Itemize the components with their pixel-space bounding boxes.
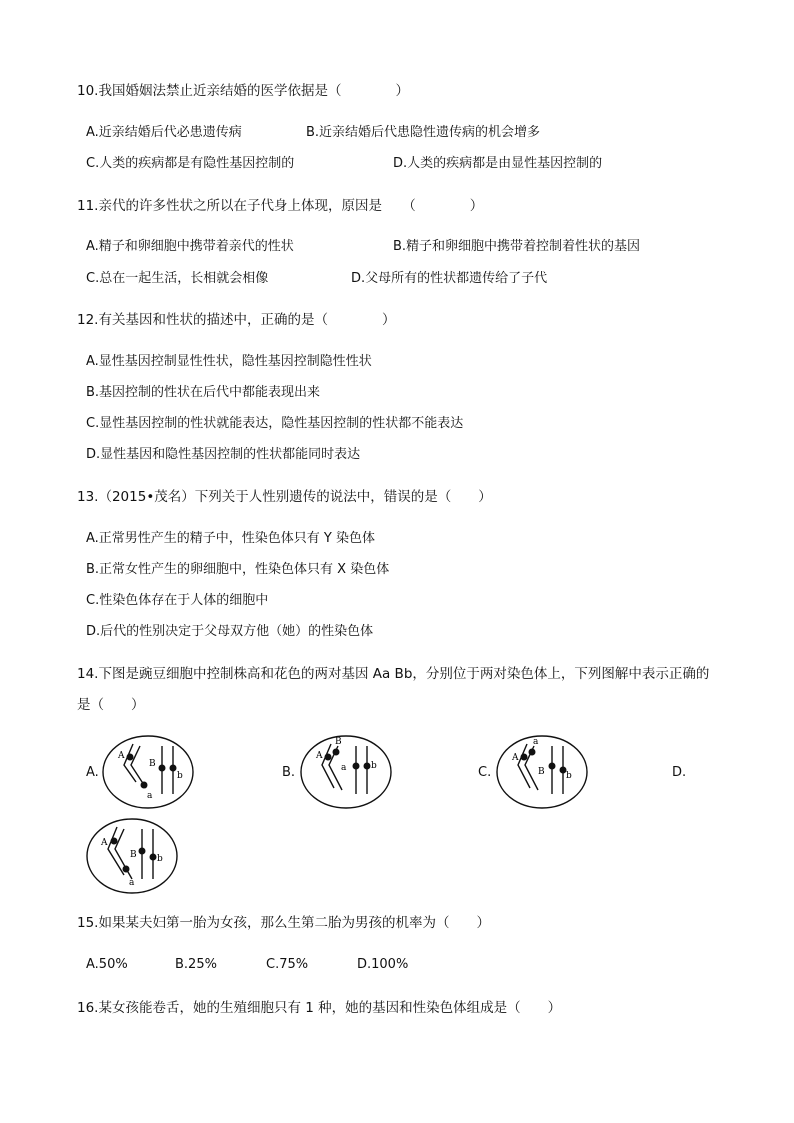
question-10-option-b: B.近亲结婚后代患隐性遗传病的机会增多 [306,125,541,140]
question-15-option-b: B.25% [175,957,217,972]
gene-a-label: a [147,791,153,801]
cell-diagram-a [100,732,196,812]
question-14-stem-line1: 14.下图是豌豆细胞中控制株高和花色的两对基因 Aa Bb，分别位于两对染色体上，下列图解中表示正确的 [77,666,710,682]
question-11-option-b: B.精子和卵细胞中携带着控制着性状的基因 [393,239,641,254]
gene-b-label: b [177,771,183,781]
question-12-option-d: D.显性基因和隐性基因控制的性状都能同时表达 [86,447,361,462]
question-12-option-b: B.基因控制的性状在后代中都能表现出来 [86,385,321,400]
figure-a-label: A. [86,765,99,780]
svg-text:b: b [566,771,572,781]
figure-d-label: D. [672,765,687,780]
question-15-option-a: A.50% [86,957,128,972]
question-12-option-a: A.显性基因控制显性性状，隐性基因控制隐性性状 [86,354,372,369]
question-10-stem: 10.我国婚姻法禁止近亲结婚的医学依据是（ ） [77,83,409,99]
question-16-stem: 16.某女孩能卷舌，她的生殖细胞只有 1 种，她的基因和性染色体组成是（ ） [77,1000,562,1016]
gene-A-label: A [118,751,125,761]
gene-B-label: B [149,759,156,769]
figure-c-label: C. [478,765,492,780]
question-13-stem: 13.（2015•茂名）下列关于人性别遗传的说法中，错误的是（ ） [77,489,492,505]
question-13-option-c: C.性染色体存在于人体的细胞中 [86,593,269,608]
question-12-stem: 12.有关基因和性状的描述中，正确的是（ ） [77,312,396,328]
question-15-option-c: C.75% [266,957,309,972]
svg-text:B: B [130,850,137,860]
question-15-stem: 15.如果某夫妇第一胎为女孩，那么生第二胎为男孩的机率为（ ） [77,915,490,931]
svg-text:a: a [129,878,135,888]
cell-diagram-b [298,732,394,812]
svg-text:a: a [341,763,347,773]
question-14-stem-line2: 是（ ） [77,697,145,713]
question-12-option-c: C.显性基因控制的性状就能表达，隐性基因控制的性状都不能表达 [86,416,464,431]
svg-text:B: B [335,737,342,747]
question-13-option-a: A.正常男性产生的精子中，性染色体只有 Y 染色体 [86,531,376,546]
svg-text:b: b [371,761,377,771]
svg-text:A: A [512,753,519,763]
cell-diagram-d [84,815,180,897]
question-10-option-a: A.近亲结婚后代必患遗传病 [86,125,242,140]
svg-text:B: B [538,767,545,777]
svg-text:A: A [101,838,108,848]
question-11-option-d: D.父母所有的性状都遗传给了子代 [351,271,548,286]
question-11-option-c: C.总在一起生活，长相就会相像 [86,271,269,286]
cell-diagram-c [494,732,590,812]
svg-text:a: a [533,737,539,747]
question-13-option-b: B.正常女性产生的卵细胞中，性染色体只有 X 染色体 [86,562,390,577]
question-15-option-d: D.100% [357,957,409,972]
question-10-option-d: D.人类的疾病都是由显性基因控制的 [393,156,603,171]
question-10-option-c: C.人类的疾病都是有隐性基因控制的 [86,156,295,171]
question-11-option-a: A.精子和卵细胞中携带着亲代的性状 [86,239,294,254]
figure-b-label: B. [282,765,296,780]
question-11-stem: 11.亲代的许多性状之所以在子代身上体现，原因是 （ ） [77,198,484,214]
question-13-option-d: D.后代的性别决定于父母双方他（她）的性染色体 [86,624,374,639]
svg-text:b: b [157,854,163,864]
svg-text:A: A [316,751,323,761]
